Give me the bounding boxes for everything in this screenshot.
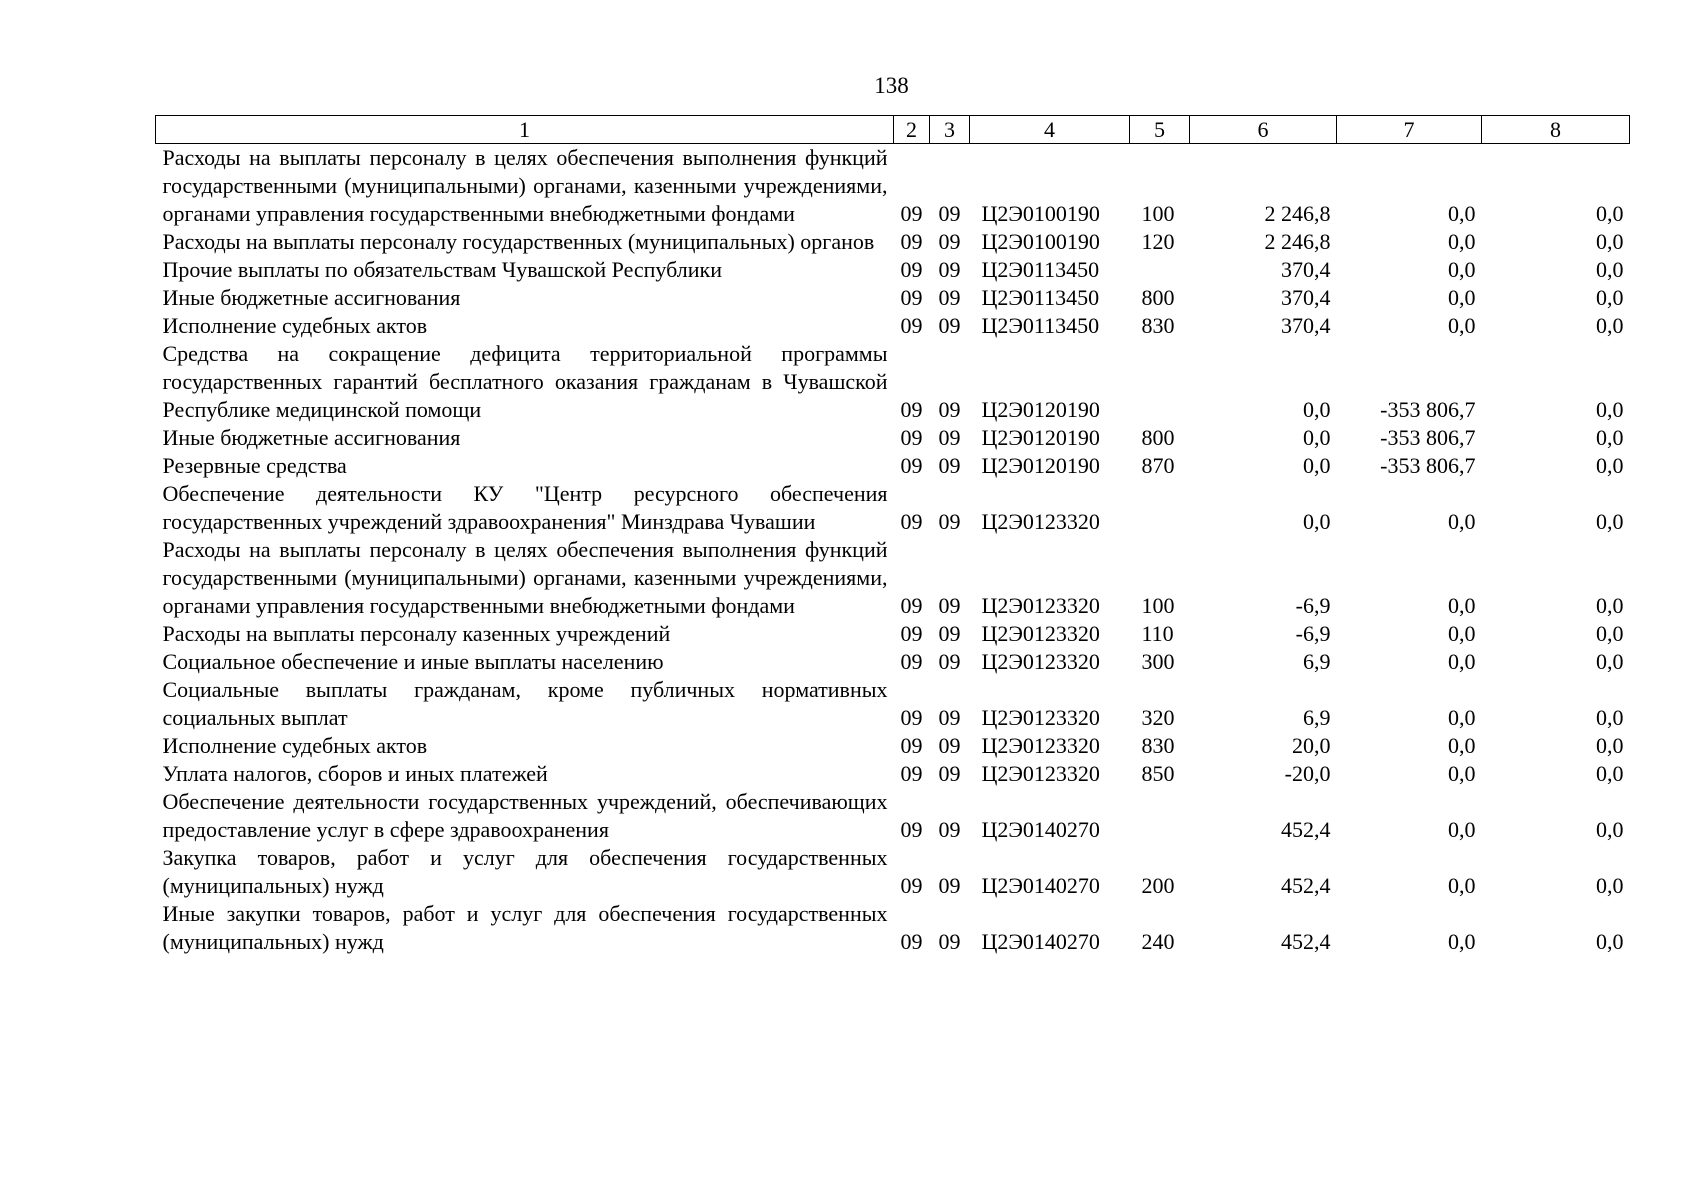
page-number: 138 bbox=[874, 73, 909, 98]
row-target-article: Ц2Э0113450 bbox=[981, 285, 1100, 310]
table-row bbox=[156, 900, 1630, 956]
row-subsection: 09 bbox=[938, 425, 961, 450]
row-amount-col8: 0,0 bbox=[1596, 397, 1624, 422]
row-section: 09 bbox=[900, 649, 923, 674]
row-subsection: 09 bbox=[938, 201, 961, 226]
row-amount-col8: 0,0 bbox=[1596, 285, 1624, 310]
row-amount-col6: 2 246,8 bbox=[1264, 201, 1331, 226]
header-col-6: 6 bbox=[1190, 116, 1337, 144]
row-expense-type: 870 bbox=[1141, 453, 1175, 478]
row-name: Обеспечение деятельности КУ "Центр ресурсного обеспечения государственных учреждений здравоохранения" Минздрава Чувашии bbox=[162, 481, 888, 534]
table-row bbox=[156, 452, 1630, 480]
row-target-article: Ц2Э0100190 bbox=[981, 229, 1100, 254]
row-section: 09 bbox=[900, 593, 923, 618]
row-target-article: Ц2Э0140270 bbox=[981, 873, 1100, 898]
row-amount-col7: 0,0 bbox=[1448, 201, 1476, 226]
row-target-article: Ц2Э0123320 bbox=[981, 621, 1100, 646]
row-amount-col6: 2 246,8 bbox=[1264, 229, 1331, 254]
row-amount-col6: 452,4 bbox=[1281, 929, 1331, 954]
row-expense-type: 830 bbox=[1141, 313, 1175, 338]
row-amount-col8: 0,0 bbox=[1596, 201, 1624, 226]
table-row bbox=[156, 844, 1630, 900]
header-col-7: 7 bbox=[1337, 116, 1482, 144]
row-amount-col8: 0,0 bbox=[1596, 621, 1624, 646]
row-amount-col6: 6,9 bbox=[1303, 705, 1331, 730]
row-expense-type bbox=[1130, 340, 1190, 424]
row-section: 09 bbox=[900, 313, 923, 338]
budget-table bbox=[155, 115, 1630, 956]
header-col-3: 3 bbox=[930, 116, 970, 144]
row-subsection: 09 bbox=[938, 453, 961, 478]
row-name: Резервные средства bbox=[162, 453, 347, 478]
row-amount-col8: 0,0 bbox=[1596, 929, 1624, 954]
row-name: Расходы на выплаты персоналу в целях обеспечения выполнения функций государственными (муниципальными) органами, казенными учреждениями, органами управления государственными внебюджетными фондами bbox=[162, 537, 888, 618]
table-row bbox=[156, 676, 1630, 732]
row-amount-col8: 0,0 bbox=[1596, 229, 1624, 254]
row-amount-col7: 0,0 bbox=[1448, 621, 1476, 646]
row-amount-col8: 0,0 bbox=[1596, 705, 1624, 730]
row-amount-col6: 370,4 bbox=[1281, 257, 1331, 282]
row-subsection: 09 bbox=[938, 397, 961, 422]
row-amount-col6: 452,4 bbox=[1281, 873, 1331, 898]
row-amount-col6: 6,9 bbox=[1303, 649, 1331, 674]
row-subsection: 09 bbox=[938, 929, 961, 954]
row-section: 09 bbox=[900, 201, 923, 226]
row-amount-col8: 0,0 bbox=[1596, 649, 1624, 674]
row-section: 09 bbox=[900, 817, 923, 842]
row-amount-col6: 0,0 bbox=[1303, 425, 1331, 450]
row-amount-col8: 0,0 bbox=[1596, 761, 1624, 786]
row-section: 09 bbox=[900, 425, 923, 450]
row-name: Обеспечение деятельности государственных учреждений, обеспечивающих предоставление услуг в сфере здравоохранения bbox=[162, 789, 888, 842]
header-col-8: 8 bbox=[1482, 116, 1630, 144]
row-expense-type: 850 bbox=[1141, 761, 1175, 786]
row-name: Расходы на выплаты персоналу в целях обеспечения выполнения функций государственными (муниципальными) органами, казенными учреждениями, органами управления государственными внебюджетными фондами bbox=[162, 145, 888, 226]
row-name: Социальное обеспечение и иные выплаты населению bbox=[162, 649, 664, 674]
row-section: 09 bbox=[900, 733, 923, 758]
row-target-article: Ц2Э0123320 bbox=[981, 649, 1100, 674]
row-expense-type: 200 bbox=[1141, 873, 1175, 898]
row-amount-col8: 0,0 bbox=[1596, 425, 1624, 450]
row-target-article: Ц2Э0123320 bbox=[981, 761, 1100, 786]
row-expense-type: 800 bbox=[1141, 425, 1175, 450]
row-subsection: 09 bbox=[938, 761, 961, 786]
row-name: Закупка товаров, работ и услуг для обеспечения государственных (муниципальных) нужд bbox=[162, 845, 888, 898]
row-target-article: Ц2Э0120190 bbox=[981, 397, 1100, 422]
row-expense-type bbox=[1130, 256, 1190, 284]
row-amount-col6: 0,0 bbox=[1303, 397, 1331, 422]
row-amount-col7: 0,0 bbox=[1448, 313, 1476, 338]
table-row bbox=[156, 284, 1630, 312]
row-name: Иные закупки товаров, работ и услуг для обеспечения государственных (муниципальных) нужд bbox=[162, 901, 888, 954]
row-expense-type bbox=[1130, 788, 1190, 844]
row-amount-col6: 20,0 bbox=[1292, 733, 1331, 758]
row-section: 09 bbox=[900, 621, 923, 646]
row-amount-col7: -353 806,7 bbox=[1380, 397, 1476, 422]
row-amount-col6: 0,0 bbox=[1303, 509, 1331, 534]
row-name: Иные бюджетные ассигнования bbox=[162, 425, 461, 450]
row-subsection: 09 bbox=[938, 733, 961, 758]
table-body bbox=[156, 144, 1630, 957]
row-amount-col8: 0,0 bbox=[1596, 313, 1624, 338]
row-amount-col7: 0,0 bbox=[1448, 761, 1476, 786]
table-row bbox=[156, 788, 1630, 844]
row-name: Исполнение судебных актов bbox=[162, 313, 428, 338]
row-amount-col7: 0,0 bbox=[1448, 817, 1476, 842]
row-expense-type: 100 bbox=[1141, 201, 1175, 226]
row-name: Прочие выплаты по обязательствам Чувашской Республики bbox=[162, 257, 722, 282]
row-section: 09 bbox=[900, 509, 923, 534]
header-col-4: 4 bbox=[970, 116, 1130, 144]
row-amount-col8: 0,0 bbox=[1596, 733, 1624, 758]
row-amount-col6: 370,4 bbox=[1281, 313, 1331, 338]
row-amount-col8: 0,0 bbox=[1596, 509, 1624, 534]
header-col-1: 1 bbox=[156, 116, 894, 144]
table-row bbox=[156, 620, 1630, 648]
row-expense-type: 240 bbox=[1141, 929, 1175, 954]
row-section: 09 bbox=[900, 397, 923, 422]
row-expense-type: 830 bbox=[1141, 733, 1175, 758]
row-target-article: Ц2Э0113450 bbox=[981, 257, 1100, 282]
row-amount-col7: 0,0 bbox=[1448, 593, 1476, 618]
row-name: Уплата налогов, сборов и иных платежей bbox=[162, 761, 548, 786]
row-amount-col7: 0,0 bbox=[1448, 733, 1476, 758]
row-target-article: Ц2Э0123320 bbox=[981, 705, 1100, 730]
row-amount-col6: -6,9 bbox=[1295, 593, 1331, 618]
row-section: 09 bbox=[900, 257, 923, 282]
row-amount-col7: 0,0 bbox=[1448, 873, 1476, 898]
row-target-article: Ц2Э0123320 bbox=[981, 733, 1100, 758]
row-amount-col7: 0,0 bbox=[1448, 929, 1476, 954]
row-amount-col8: 0,0 bbox=[1596, 453, 1624, 478]
row-name: Социальные выплаты гражданам, кроме публичных нормативных социальных выплат bbox=[162, 677, 888, 730]
row-amount-col8: 0,0 bbox=[1596, 817, 1624, 842]
row-amount-col6: -20,0 bbox=[1284, 761, 1331, 786]
row-name: Исполнение судебных актов bbox=[162, 733, 428, 758]
row-target-article: Ц2Э0113450 bbox=[981, 313, 1100, 338]
table-row bbox=[156, 312, 1630, 340]
row-amount-col6: 452,4 bbox=[1281, 817, 1331, 842]
row-amount-col8: 0,0 bbox=[1596, 593, 1624, 618]
row-subsection: 09 bbox=[938, 873, 961, 898]
table-row bbox=[156, 648, 1630, 676]
table-row bbox=[156, 536, 1630, 620]
row-target-article: Ц2Э0100190 bbox=[981, 201, 1100, 226]
row-target-article: Ц2Э0140270 bbox=[981, 929, 1100, 954]
table-row bbox=[156, 144, 1630, 229]
row-expense-type: 110 bbox=[1141, 621, 1174, 646]
row-amount-col6: 370,4 bbox=[1281, 285, 1331, 310]
row-target-article: Ц2Э0123320 bbox=[981, 593, 1100, 618]
row-subsection: 09 bbox=[938, 649, 961, 674]
header-col-2: 2 bbox=[894, 116, 930, 144]
row-subsection: 09 bbox=[938, 593, 961, 618]
row-name: Иные бюджетные ассигнования bbox=[162, 285, 461, 310]
header-col-5: 5 bbox=[1130, 116, 1190, 144]
header-row bbox=[156, 116, 1630, 144]
row-subsection: 09 bbox=[938, 509, 961, 534]
row-section: 09 bbox=[900, 229, 923, 254]
row-section: 09 bbox=[900, 285, 923, 310]
table-row bbox=[156, 228, 1630, 256]
row-amount-col8: 0,0 bbox=[1596, 257, 1624, 282]
row-amount-col7: -353 806,7 bbox=[1380, 425, 1476, 450]
row-section: 09 bbox=[900, 705, 923, 730]
row-amount-col7: 0,0 bbox=[1448, 285, 1476, 310]
row-expense-type: 300 bbox=[1141, 649, 1175, 674]
row-subsection: 09 bbox=[938, 817, 961, 842]
row-name: Средства на сокращение дефицита территориальной программы государственных гарантий бесплатного оказания гражданам в Чувашской Республике медицинской помощи bbox=[162, 341, 888, 422]
row-amount-col6: -6,9 bbox=[1295, 621, 1331, 646]
row-target-article: Ц2Э0140270 bbox=[981, 817, 1100, 842]
row-subsection: 09 bbox=[938, 705, 961, 730]
table-row bbox=[156, 424, 1630, 452]
row-name: Расходы на выплаты персоналу государственных (муниципальных) органов bbox=[162, 229, 875, 254]
row-expense-type: 800 bbox=[1141, 285, 1175, 310]
row-section: 09 bbox=[900, 761, 923, 786]
row-target-article: Ц2Э0120190 bbox=[981, 453, 1100, 478]
row-amount-col8: 0,0 bbox=[1596, 873, 1624, 898]
row-amount-col7: 0,0 bbox=[1448, 257, 1476, 282]
table-row bbox=[156, 732, 1630, 760]
table-row bbox=[156, 256, 1630, 284]
table-row bbox=[156, 760, 1630, 788]
row-subsection: 09 bbox=[938, 285, 961, 310]
row-expense-type: 320 bbox=[1141, 705, 1175, 730]
row-name: Расходы на выплаты персоналу казенных учреждений bbox=[162, 621, 671, 646]
row-amount-col7: 0,0 bbox=[1448, 229, 1476, 254]
row-section: 09 bbox=[900, 929, 923, 954]
row-amount-col7: 0,0 bbox=[1448, 705, 1476, 730]
row-target-article: Ц2Э0123320 bbox=[981, 509, 1100, 534]
table-row bbox=[156, 480, 1630, 536]
row-amount-col7: 0,0 bbox=[1448, 649, 1476, 674]
row-subsection: 09 bbox=[938, 621, 961, 646]
row-expense-type: 120 bbox=[1141, 229, 1175, 254]
row-amount-col7: -353 806,7 bbox=[1380, 453, 1476, 478]
row-target-article: Ц2Э0120190 bbox=[981, 425, 1100, 450]
row-subsection: 09 bbox=[938, 229, 961, 254]
row-section: 09 bbox=[900, 873, 923, 898]
table-row bbox=[156, 340, 1630, 424]
row-expense-type: 100 bbox=[1141, 593, 1175, 618]
row-amount-col6: 0,0 bbox=[1303, 453, 1331, 478]
row-expense-type bbox=[1130, 480, 1190, 536]
row-section: 09 bbox=[900, 453, 923, 478]
row-subsection: 09 bbox=[938, 257, 961, 282]
row-subsection: 09 bbox=[938, 313, 961, 338]
row-amount-col7: 0,0 bbox=[1448, 509, 1476, 534]
